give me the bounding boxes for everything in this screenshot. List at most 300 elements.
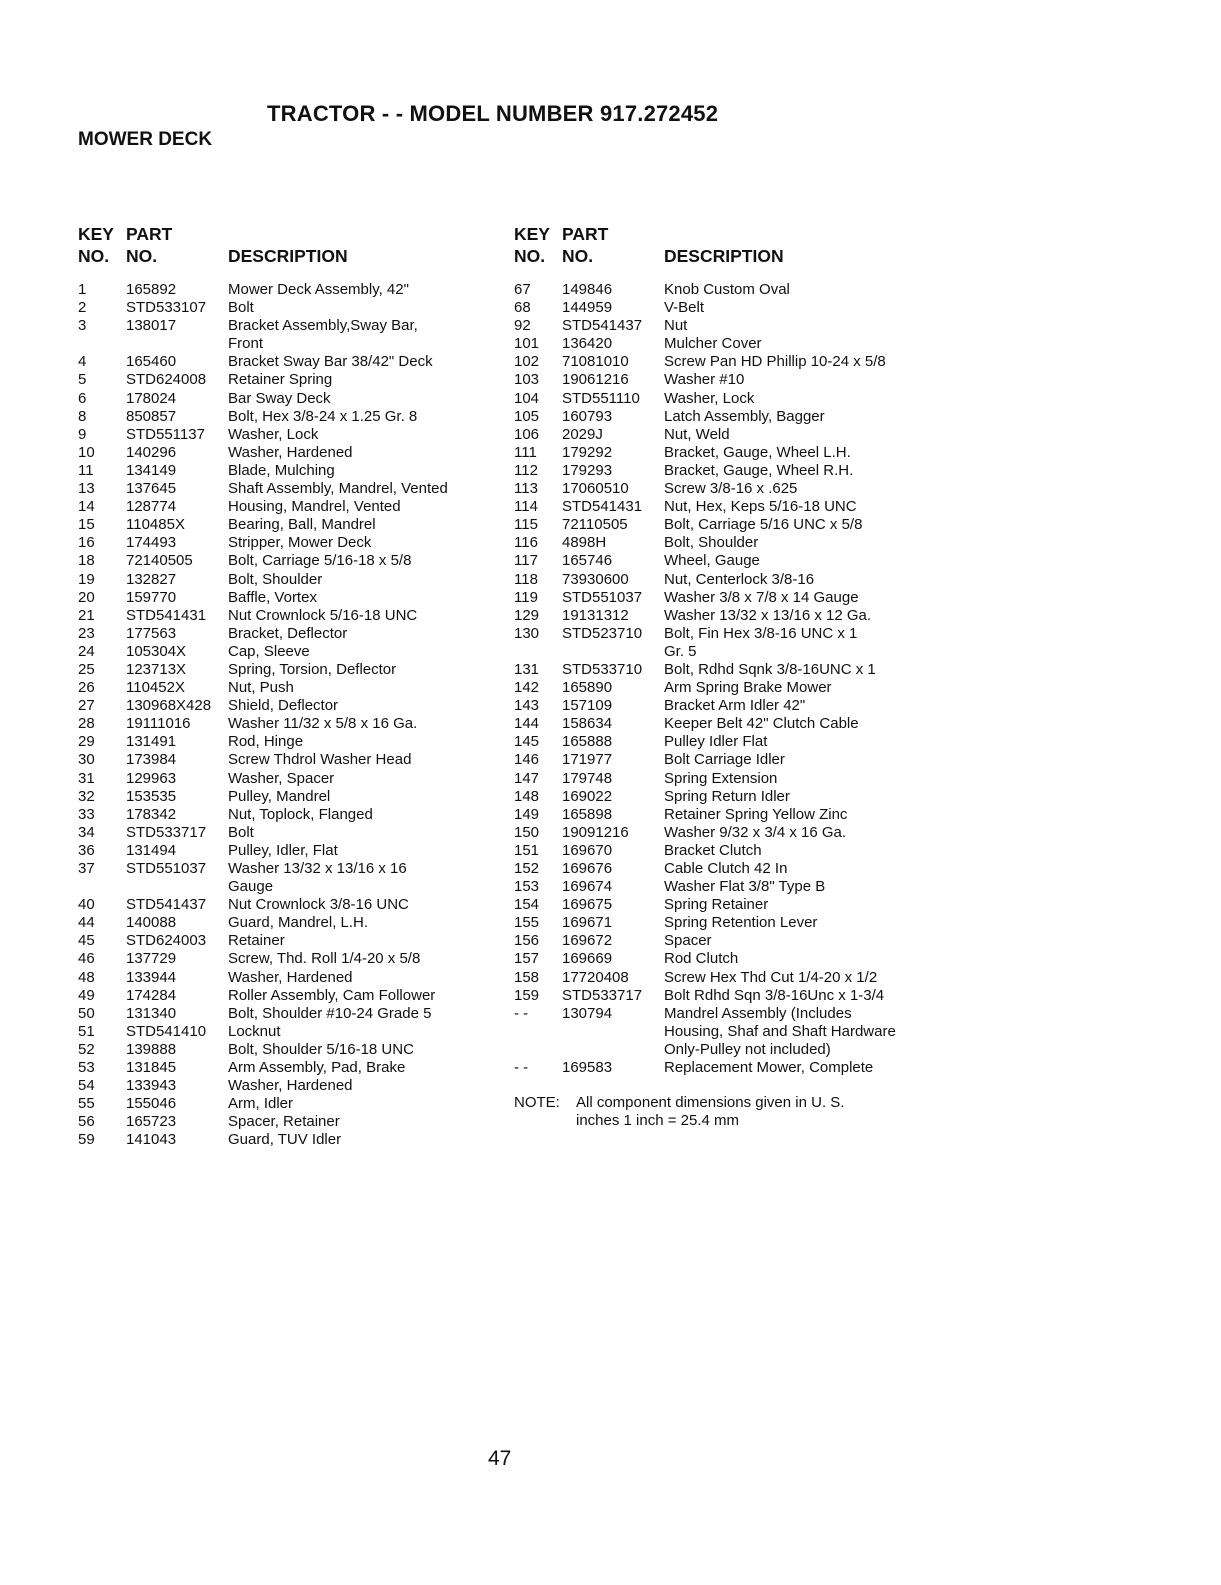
parts-row <box>78 896 508 914</box>
key-number: 18 <box>78 552 95 570</box>
parts-row <box>78 1095 508 1113</box>
parts-row <box>514 1059 934 1077</box>
key-number: 9 <box>78 425 87 443</box>
key-number <box>78 878 126 896</box>
key-number: 145 <box>514 733 540 751</box>
part-number: 130794 <box>562 1004 613 1022</box>
part-description: Blade, Mulching <box>228 461 335 479</box>
part-number: 177563 <box>126 624 177 642</box>
part-description: Bolt, Shoulder #10-24 Grade 5 <box>228 1004 432 1022</box>
part-number: 178024 <box>126 389 177 407</box>
part-number: STD541431 <box>562 498 643 516</box>
parts-list-left <box>78 224 508 1150</box>
key-number: 68 <box>514 299 531 317</box>
part-description: Retainer Spring <box>228 371 333 389</box>
parts-row <box>514 589 934 607</box>
parts-row <box>78 408 508 426</box>
parts-row <box>78 1005 508 1023</box>
part-number: STD523710 <box>562 624 643 642</box>
part-number: 128774 <box>126 498 177 516</box>
part-number: 165460 <box>126 353 177 371</box>
part-number: 72110505 <box>562 516 628 534</box>
key-number: 40 <box>78 896 95 914</box>
header-part-line1: PART <box>126 224 173 244</box>
part-description: Washer 13/32 x 13/16 x 12 Ga. <box>664 606 872 624</box>
key-number: 10 <box>78 443 95 461</box>
key-number: 92 <box>514 317 531 335</box>
key-number: 115 <box>514 516 538 534</box>
part-description: Nut Crownlock 3/8-16 UNC <box>228 896 409 914</box>
part-description: Washer, Lock <box>228 425 319 443</box>
parts-row <box>514 969 934 987</box>
key-number: 46 <box>78 950 95 968</box>
part-description: Guard, TUV Idler <box>228 1131 342 1149</box>
part-number <box>562 643 664 661</box>
part-description: Screw, Thd. Roll 1/4-20 x 5/8 <box>228 950 421 968</box>
part-number: STD551137 <box>126 425 205 443</box>
parts-row <box>514 335 934 353</box>
parts-row <box>78 878 508 896</box>
key-number: 102 <box>514 353 540 371</box>
key-number: 3 <box>78 317 87 335</box>
key-number: 152 <box>514 860 540 877</box>
key-number: 146 <box>514 751 540 769</box>
parts-row <box>78 715 508 733</box>
parts-row <box>78 950 508 968</box>
key-number: 106 <box>514 425 540 443</box>
part-description: Pulley Idler Flat <box>664 733 768 751</box>
part-number: 179292 <box>562 443 613 461</box>
parts-row <box>78 317 508 335</box>
part-description: V-Belt <box>664 299 705 317</box>
part-number: 131845 <box>126 1059 177 1077</box>
key-number: 158 <box>514 968 540 986</box>
key-number: 27 <box>78 697 95 715</box>
part-description: Nut, Hex, Keps 5/16-18 UNC <box>664 498 857 516</box>
part-number: 169022 <box>562 787 613 805</box>
part-number: 19111016 <box>126 715 191 733</box>
parts-row <box>78 625 508 643</box>
key-number: 1 <box>78 281 87 298</box>
part-number: 19091216 <box>562 823 629 841</box>
part-description: Wheel, Gauge <box>664 552 760 570</box>
part-number: 159770 <box>126 588 177 606</box>
key-number: 54 <box>78 1077 95 1095</box>
parts-row <box>514 1041 934 1059</box>
part-description: Washer Flat 3/8" Type B <box>664 878 826 896</box>
part-description: Bracket Sway Bar 38/42" Deck <box>228 353 433 371</box>
part-description: Spring Retention Lever <box>664 914 818 932</box>
part-description: Nut <box>664 317 688 335</box>
key-number: 104 <box>514 389 540 407</box>
key-number: 31 <box>78 769 95 787</box>
part-description: Spring Extension <box>664 769 778 787</box>
key-number: 118 <box>514 570 538 588</box>
key-number: 157 <box>514 950 540 968</box>
key-number: 51 <box>78 1022 95 1040</box>
part-number: 2029J <box>562 425 603 443</box>
header-part-line2: NO. <box>126 246 158 266</box>
parts-row <box>514 299 934 317</box>
part-description: Washer, Hardened <box>228 1077 353 1095</box>
key-number: 147 <box>514 769 540 787</box>
part-description: Rod, Hinge <box>228 733 304 751</box>
key-number: 5 <box>78 371 87 389</box>
parts-row <box>78 462 508 480</box>
part-description: Retainer <box>228 932 285 950</box>
key-number: 23 <box>78 624 95 642</box>
key-number: 150 <box>514 823 540 841</box>
part-description: Mower Deck Assembly, 42" <box>228 281 409 298</box>
part-description: Spacer <box>664 932 712 950</box>
key-number: 101 <box>514 335 540 353</box>
key-number: 28 <box>78 715 95 733</box>
part-description: Washer #10 <box>664 371 745 389</box>
part-description: Latch Assembly, Bagger <box>664 407 825 425</box>
key-number: 45 <box>78 932 95 950</box>
part-description: Housing, Shaf and Shaft Hardware <box>664 1022 896 1040</box>
key-number: 33 <box>78 805 95 823</box>
parts-row <box>514 896 934 914</box>
part-description: Washer, Lock <box>664 389 755 407</box>
header-description: DESCRIPTION <box>664 246 784 266</box>
part-number: 179748 <box>562 769 613 787</box>
header-key-line2: NO. <box>78 246 110 266</box>
part-number: 19061216 <box>562 371 629 389</box>
part-description: Only-Pulley not included) <box>664 1040 831 1058</box>
part-number: STD551037 <box>126 860 207 877</box>
parts-row <box>514 1005 934 1023</box>
parts-row <box>78 371 508 389</box>
key-number: 149 <box>514 805 540 823</box>
parts-row <box>78 426 508 444</box>
parts-row <box>514 987 934 1005</box>
parts-row <box>514 824 934 842</box>
key-number <box>78 335 126 353</box>
header-key-line1: KEY <box>78 224 114 244</box>
part-number: 133943 <box>126 1077 177 1095</box>
part-description: Gr. 5 <box>664 642 697 660</box>
part-number: 17720408 <box>562 968 629 986</box>
part-number <box>126 335 228 353</box>
parts-row <box>78 1077 508 1095</box>
key-number: 112 <box>514 461 538 479</box>
part-number: 169669 <box>562 950 613 968</box>
parts-row <box>514 571 934 589</box>
part-description: Spacer, Retainer <box>228 1113 340 1131</box>
parts-row <box>514 552 934 570</box>
parts-row <box>514 371 934 389</box>
part-number: STD533717 <box>562 986 643 1004</box>
part-number: 157109 <box>562 697 613 715</box>
part-description: Washer, Hardened <box>228 968 353 986</box>
part-number: 72140505 <box>126 552 193 570</box>
part-number: 136420 <box>562 335 613 353</box>
part-number: 174284 <box>126 986 177 1004</box>
part-number: 165746 <box>562 552 613 570</box>
parts-row <box>78 281 508 299</box>
parts-row <box>514 353 934 371</box>
page-number: 47 <box>488 1447 512 1470</box>
dimensions-note <box>514 1094 934 1130</box>
part-number: 169675 <box>562 896 613 914</box>
part-description: Bolt, Carriage 5/16 UNC x 5/8 <box>664 516 863 534</box>
key-number: 13 <box>78 480 95 498</box>
key-number: 26 <box>78 679 95 697</box>
parts-row <box>514 607 934 625</box>
parts-row <box>514 462 934 480</box>
part-number: 850857 <box>126 407 177 425</box>
key-number <box>514 1023 562 1041</box>
parts-row <box>514 317 934 335</box>
key-number <box>514 643 562 661</box>
key-number: 48 <box>78 968 95 986</box>
parts-row <box>514 751 934 769</box>
header-key-line1: KEY <box>514 224 550 244</box>
key-number: 53 <box>78 1059 95 1077</box>
parts-row <box>514 643 934 661</box>
part-number: 160793 <box>562 407 613 425</box>
part-description: Housing, Mandrel, Vented <box>228 498 401 516</box>
key-number: 103 <box>514 371 540 389</box>
parts-row <box>514 950 934 968</box>
part-number: 179293 <box>562 461 613 479</box>
part-description: Spring Return Idler <box>664 787 790 805</box>
parts-row <box>514 498 934 516</box>
part-number: 137729 <box>126 950 177 968</box>
part-description: Screw Hex Thd Cut 1/4-20 x 1/2 <box>664 968 878 986</box>
parts-row <box>78 914 508 932</box>
part-description: Front <box>228 335 264 353</box>
parts-row <box>78 534 508 552</box>
part-number: STD551110 <box>562 389 640 407</box>
part-description: Rod Clutch <box>664 950 739 968</box>
part-number: 178342 <box>126 805 177 823</box>
parts-row <box>78 335 508 353</box>
parts-row <box>78 824 508 842</box>
part-description: Stripper, Mower Deck <box>228 534 372 552</box>
parts-row <box>78 1059 508 1077</box>
part-description: Pulley, Mandrel <box>228 787 331 805</box>
part-description: Cable Clutch 42 In <box>664 860 788 877</box>
part-number: 169583 <box>562 1059 613 1077</box>
part-number: STD541410 <box>126 1022 207 1040</box>
column-headers <box>78 224 508 278</box>
part-description: Arm Spring Brake Mower <box>664 679 832 697</box>
key-number: 59 <box>78 1131 95 1149</box>
parts-row <box>78 299 508 317</box>
key-number: 25 <box>78 660 95 678</box>
parts-row <box>78 697 508 715</box>
part-number: 73930600 <box>562 570 629 588</box>
key-number: 155 <box>514 914 540 932</box>
part-number: 149846 <box>562 281 613 298</box>
part-description: Bolt, Rdhd Sqnk 3/8-16UNC x 1 <box>664 660 876 678</box>
part-description: Washer, Spacer <box>228 769 335 787</box>
part-description: Mandrel Assembly (Includes <box>664 1004 852 1022</box>
section-title: MOWER DECK <box>78 129 213 150</box>
key-number: 19 <box>78 570 95 588</box>
parts-row <box>78 353 508 371</box>
part-description: Gauge <box>228 878 274 896</box>
key-number: 37 <box>78 860 95 877</box>
part-number: STD533107 <box>126 299 207 317</box>
part-description: Bracket, Gauge, Wheel L.H. <box>664 443 851 461</box>
part-number: 158634 <box>562 715 613 733</box>
part-number: 4898H <box>562 534 607 552</box>
parts-row <box>514 715 934 733</box>
parts-row <box>78 589 508 607</box>
key-number: 36 <box>78 841 95 859</box>
part-number: 133944 <box>126 968 177 986</box>
parts-list-right <box>514 224 934 1130</box>
parts-rows <box>78 281 508 1150</box>
part-description: Locknut <box>228 1022 281 1040</box>
part-description: Nut, Toplock, Flanged <box>228 805 373 823</box>
part-description: Bolt Carriage Idler <box>664 751 785 769</box>
key-number: 55 <box>78 1095 95 1113</box>
part-description: Pulley, Idler, Flat <box>228 841 338 859</box>
part-description: Screw Pan HD Phillip 10-24 x 5/8 <box>664 353 886 371</box>
part-number: STD533710 <box>562 660 643 678</box>
part-number: 169676 <box>562 860 613 877</box>
key-number: 2 <box>78 299 87 317</box>
parts-row <box>78 860 508 878</box>
part-number: 71081010 <box>562 353 629 371</box>
part-description: Nut, Centerlock 3/8-16 <box>664 570 815 588</box>
key-number: 29 <box>78 733 95 751</box>
key-number: 44 <box>78 914 95 932</box>
key-number: 52 <box>78 1040 95 1058</box>
part-description: Shaft Assembly, Mandrel, Vented <box>228 480 448 498</box>
part-number: 110485X <box>126 516 185 534</box>
parts-row <box>78 552 508 570</box>
part-description: Keeper Belt 42" Clutch Cable <box>664 715 859 733</box>
part-description: Roller Assembly, Cam Follower <box>228 986 436 1004</box>
part-number: 134149 <box>126 461 177 479</box>
part-description: Bracket Clutch <box>664 841 762 859</box>
part-number: 173984 <box>126 751 177 769</box>
part-description: Bolt, Shoulder 5/16-18 UNC <box>228 1040 414 1058</box>
part-description: Bolt, Hex 3/8-24 x 1.25 Gr. 8 <box>228 407 418 425</box>
parts-row <box>514 625 934 643</box>
parts-row <box>514 697 934 715</box>
part-description: Shield, Deflector <box>228 697 339 715</box>
part-description: Baffle, Vortex <box>228 588 317 606</box>
part-number <box>126 878 228 896</box>
parts-row <box>514 914 934 932</box>
key-number: 67 <box>514 281 531 298</box>
key-number: 156 <box>514 932 540 950</box>
parts-row <box>78 770 508 788</box>
parts-row <box>78 806 508 824</box>
key-number: 154 <box>514 896 540 914</box>
key-number: 16 <box>78 534 95 552</box>
parts-row <box>514 1023 934 1041</box>
part-number: 165890 <box>562 679 613 697</box>
part-number: 174493 <box>126 534 177 552</box>
part-number: 169670 <box>562 841 613 859</box>
key-number: 8 <box>78 407 87 425</box>
key-number: 24 <box>78 642 95 660</box>
parts-row <box>514 516 934 534</box>
part-number: STD541437 <box>126 896 207 914</box>
part-description: Bolt, Shoulder <box>228 570 323 588</box>
parts-row <box>514 770 934 788</box>
parts-row <box>514 480 934 498</box>
key-number: 11 <box>78 461 94 479</box>
parts-row <box>78 842 508 860</box>
parts-row <box>78 679 508 697</box>
key-number: 142 <box>514 679 540 697</box>
part-number: STD533717 <box>126 823 207 841</box>
part-number <box>562 1023 664 1041</box>
key-number: 56 <box>78 1113 95 1131</box>
parts-row <box>78 1023 508 1041</box>
parts-row <box>78 733 508 751</box>
key-number: 32 <box>78 787 95 805</box>
part-number: 19131312 <box>562 606 629 624</box>
parts-row <box>514 390 934 408</box>
note-label: NOTE: <box>514 1094 560 1112</box>
key-number: 159 <box>514 986 540 1004</box>
part-number: 141043 <box>126 1131 177 1149</box>
part-description: Bolt, Carriage 5/16-18 x 5/8 <box>228 552 412 570</box>
header-key-line2: NO. <box>514 246 546 266</box>
part-number: 165898 <box>562 805 613 823</box>
parts-row <box>78 516 508 534</box>
key-number: 20 <box>78 588 95 606</box>
part-description: Bar Sway Deck <box>228 389 331 407</box>
parts-row <box>514 788 934 806</box>
part-number: 165723 <box>126 1113 177 1131</box>
parts-row <box>78 498 508 516</box>
key-number <box>514 1041 562 1059</box>
key-number: 153 <box>514 878 540 896</box>
parts-row <box>78 987 508 1005</box>
parts-row <box>514 444 934 462</box>
key-number: 117 <box>514 552 538 570</box>
part-number: 169674 <box>562 878 613 896</box>
part-description: Nut, Push <box>228 679 294 697</box>
part-number: STD541431 <box>126 606 207 624</box>
key-number: - - <box>514 1004 529 1022</box>
parts-row <box>514 661 934 679</box>
parts-row <box>78 480 508 498</box>
key-number: 49 <box>78 986 95 1004</box>
part-description: Washer 3/8 x 7/8 x 14 Gauge <box>664 588 859 606</box>
part-number: 137645 <box>126 480 177 498</box>
key-number: 6 <box>78 389 87 407</box>
key-number: 119 <box>514 588 538 606</box>
part-description: Bracket, Deflector <box>228 624 348 642</box>
parts-row <box>78 751 508 769</box>
part-description: Washer 9/32 x 3/4 x 16 Ga. <box>664 823 847 841</box>
part-number: 171977 <box>562 751 613 769</box>
parts-row <box>514 679 934 697</box>
part-description: Retainer Spring Yellow Zinc <box>664 805 848 823</box>
part-number: 140088 <box>126 914 177 932</box>
part-description: Bolt <box>228 299 254 317</box>
part-number: 131494 <box>126 841 177 859</box>
key-number: 130 <box>514 624 540 642</box>
part-description: Bracket, Gauge, Wheel R.H. <box>664 461 854 479</box>
part-number: 153535 <box>126 787 177 805</box>
key-number: 116 <box>514 534 538 552</box>
key-number: 34 <box>78 823 95 841</box>
key-number: - - <box>514 1059 529 1077</box>
part-description: Bearing, Ball, Mandrel <box>228 516 376 534</box>
